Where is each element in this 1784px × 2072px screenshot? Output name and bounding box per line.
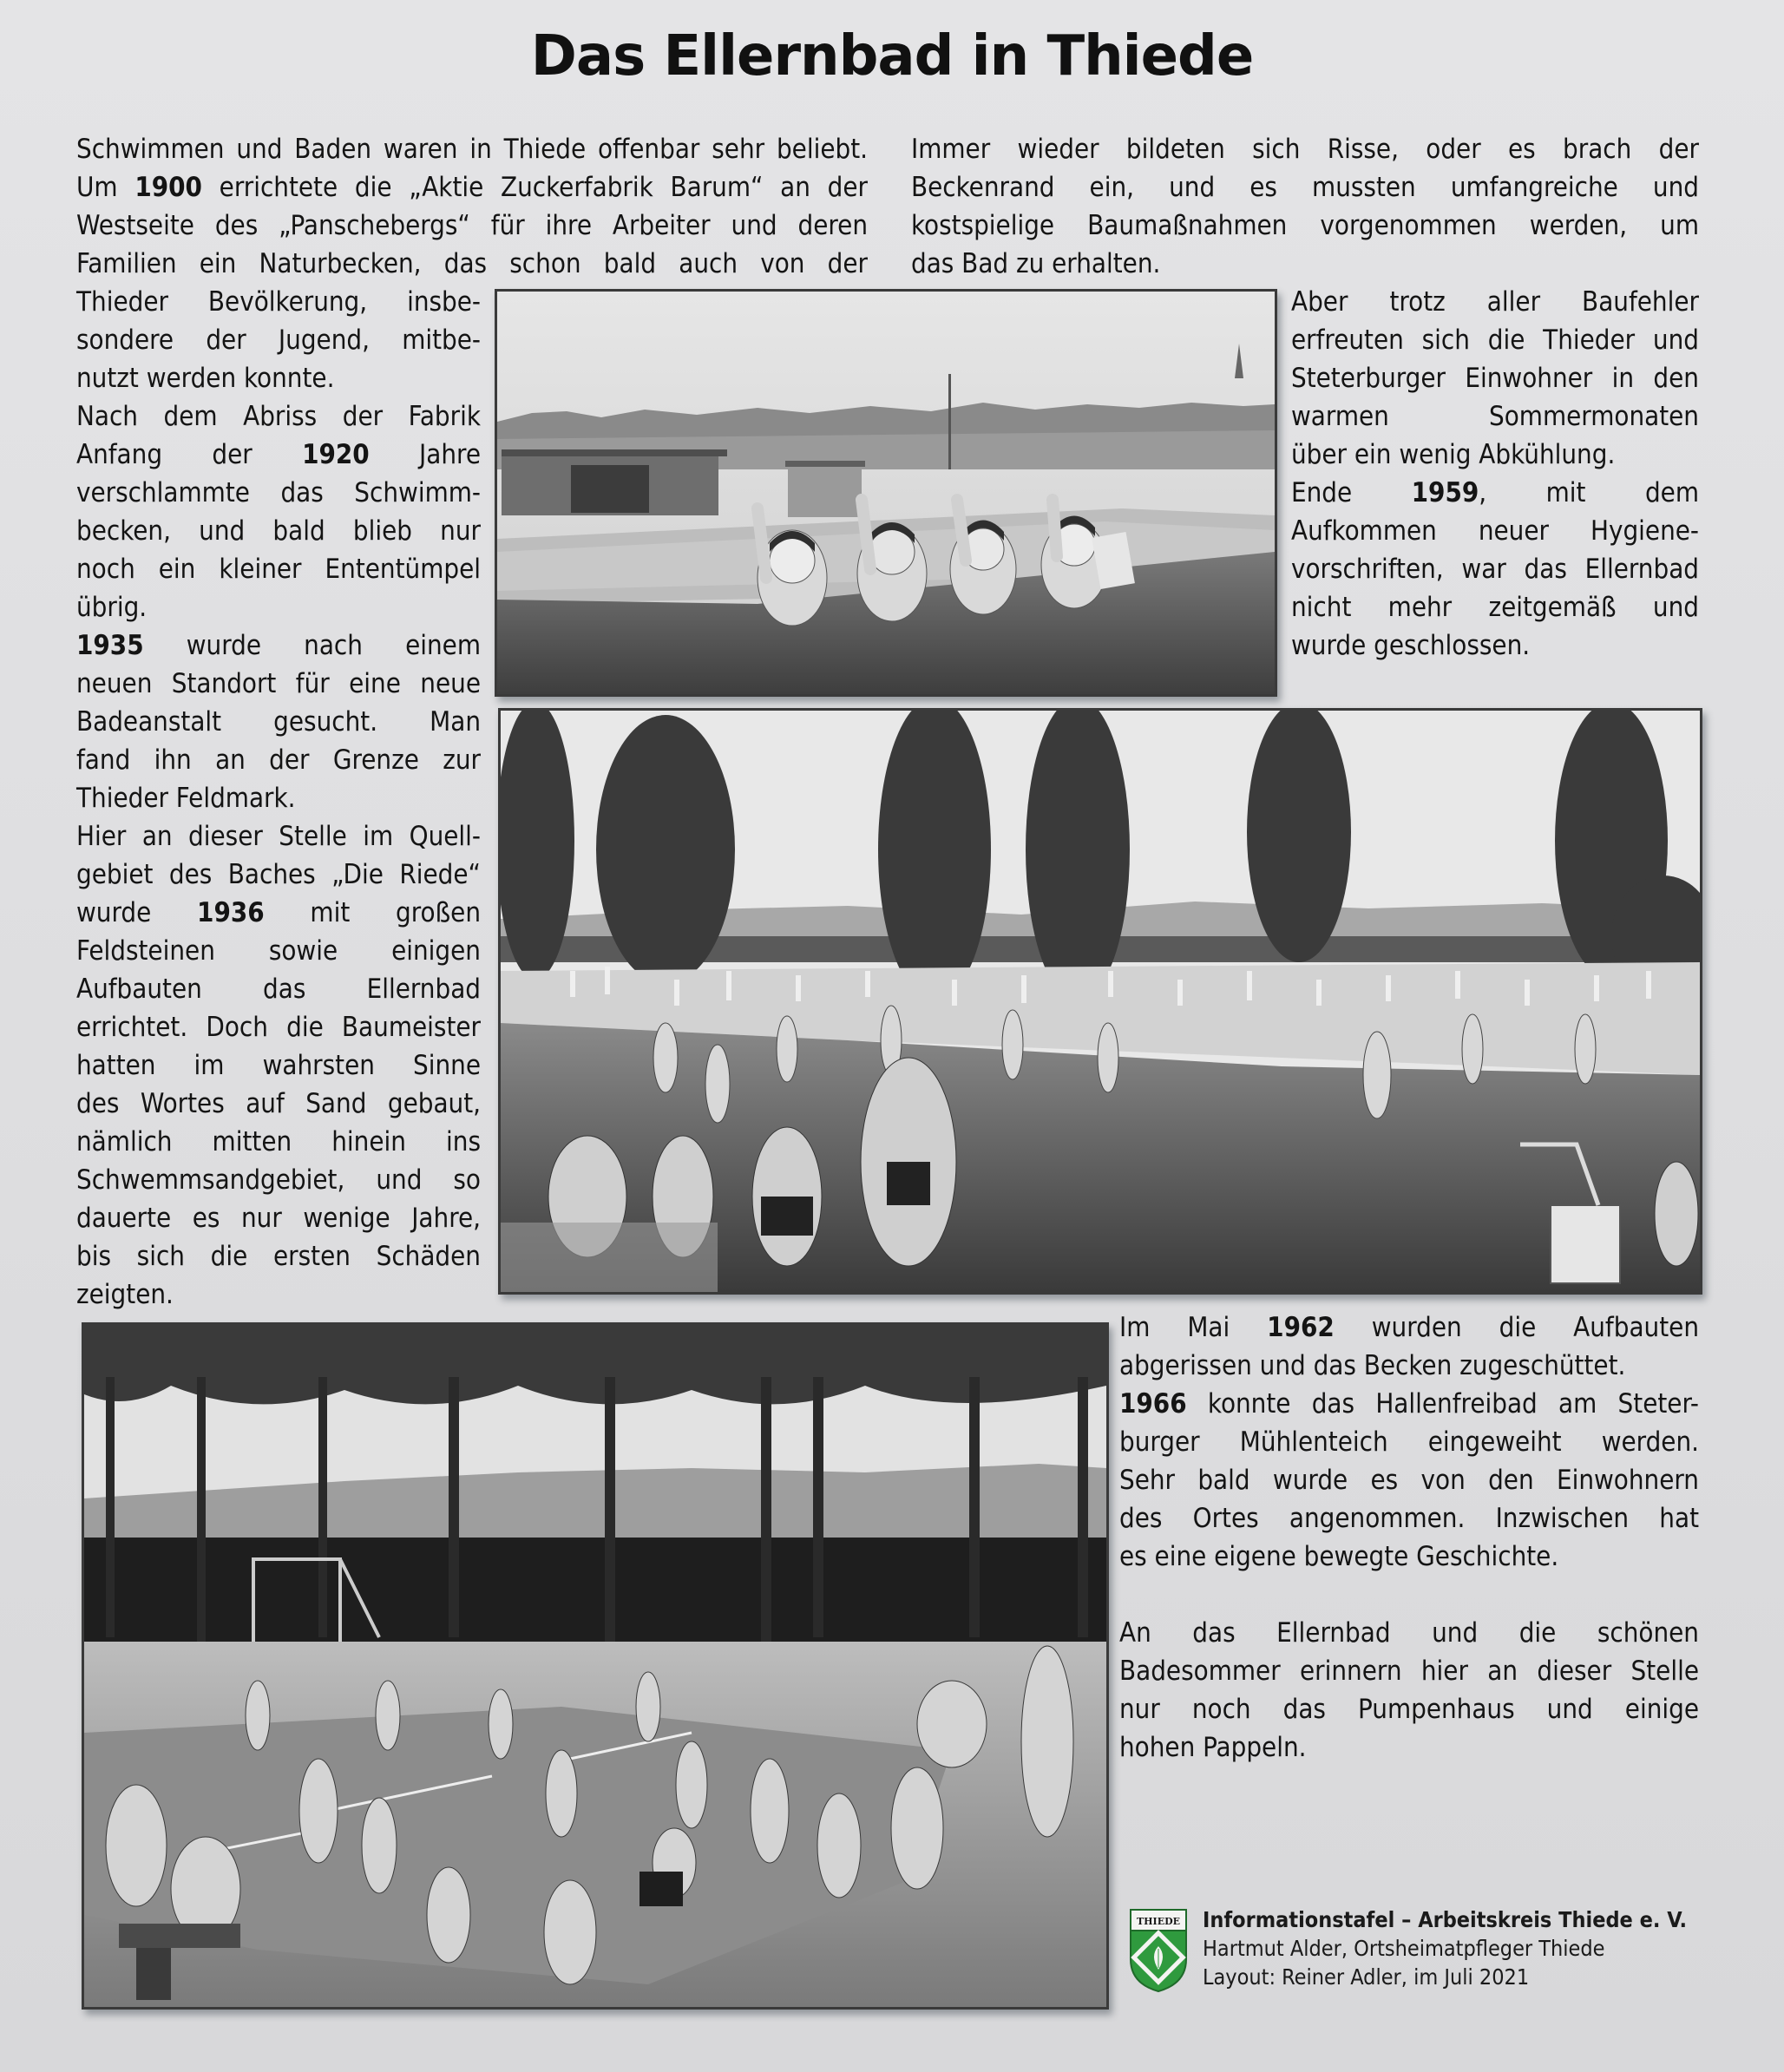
text-line <box>76 856 481 894</box>
text-line <box>1291 550 1699 588</box>
text-line <box>76 894 481 932</box>
text-line <box>76 550 481 588</box>
text-line <box>76 321 481 359</box>
text-segment: nutzt werden konnte. <box>76 363 335 394</box>
text-line <box>1119 1538 1699 1576</box>
text-segment: Anfang der <box>76 439 303 470</box>
text-segment: Steterburger Einwohner in den <box>1291 363 1699 394</box>
memorial-paragraph <box>1119 1614 1699 1767</box>
text-segment: kostspielige Baumaßnahmen vorgenommen werden, um <box>911 210 1699 241</box>
text-segment: Aufbauten das Ellernbad <box>76 974 481 1005</box>
text-line <box>76 1199 481 1237</box>
text-line <box>911 130 1699 168</box>
text-segment: gebiet des Baches „Die Riede“ <box>76 859 481 890</box>
text-line <box>1119 1614 1699 1652</box>
text-line <box>76 1046 481 1085</box>
text-line <box>76 1275 481 1314</box>
text-segment: nämlich mitten hinein ins <box>76 1126 481 1157</box>
text-segment: dauerte es nur wenige Jahre, <box>76 1203 481 1234</box>
text-line <box>1119 1423 1699 1461</box>
text-segment: errichtet. Doch die Baumeister <box>76 1012 481 1043</box>
text-segment: Familien ein Naturbecken, das schon bald auch von der <box>76 248 868 279</box>
year-highlight: 1962 <box>1267 1312 1335 1343</box>
text-segment: erfreuten sich die Thieder und <box>1291 325 1699 356</box>
text-segment: warmen Sommermonaten <box>1291 401 1699 432</box>
year-highlight: 1959 <box>1411 477 1479 508</box>
text-segment: Jahre <box>369 439 481 470</box>
text-segment: mit großen <box>264 897 481 928</box>
text-line <box>1119 1728 1699 1767</box>
text-segment: becken, und bald blieb nur <box>76 515 481 547</box>
year-highlight: 1900 <box>134 172 202 203</box>
text-line <box>76 474 481 512</box>
text-segment: über ein wenig Abkühlung. <box>1291 439 1616 470</box>
text-segment: vorschriften, war das Ellernbad <box>1291 554 1699 585</box>
text-segment: Aber trotz aller Baufehler <box>1291 286 1699 318</box>
text-segment: nicht mehr zeitgemäß und <box>1291 592 1699 623</box>
text-segment: hohen Pappeln. <box>1119 1732 1307 1763</box>
text-line <box>76 130 868 168</box>
text-segment: Schwemmsandgebiet, und so <box>76 1164 481 1196</box>
text-line <box>1119 1385 1699 1423</box>
text-line <box>76 1237 481 1275</box>
text-segment: wurde geschlossen. <box>1291 630 1531 661</box>
text-segment: errichtete die „Aktie Zuckerfabrik Barum“ an der <box>201 172 868 203</box>
text-segment: Badeanstalt gesucht. Man <box>76 706 481 738</box>
closure-paragraph <box>1291 283 1699 665</box>
text-segment: bis sich die ersten Schäden <box>76 1241 481 1272</box>
text-segment: abgerissen und das Becken zugeschüttet. <box>1119 1350 1626 1381</box>
text-segment: Thieder Bevölkerung, insbe- <box>76 286 481 318</box>
year-highlight: 1936 <box>197 897 265 928</box>
text-segment: Immer wieder bildeten sich Risse, oder es brach der <box>911 134 1699 165</box>
page-title: Das Ellernbad in Thiede <box>530 24 1254 89</box>
text-segment: des Wortes auf Sand gebaut, <box>76 1088 481 1119</box>
text-segment: nur noch das Pumpenhaus und einige <box>1119 1694 1699 1725</box>
text-line <box>1119 1690 1699 1728</box>
text-line <box>1119 1461 1699 1499</box>
text-line <box>76 359 481 397</box>
text-segment: Schwimmen und Baden waren in Thiede offenbar sehr beliebt. <box>76 134 868 165</box>
history-left-column <box>76 283 481 1314</box>
text-line <box>1291 436 1699 474</box>
text-segment: zeigten. <box>76 1279 174 1310</box>
text-line <box>76 1085 481 1123</box>
text-line <box>1291 588 1699 626</box>
text-segment: Sehr bald wurde es von den Einwohnern <box>1119 1465 1699 1496</box>
text-line <box>76 932 481 970</box>
text-line <box>76 283 481 321</box>
text-line <box>76 626 481 665</box>
photo-children-in-pool <box>82 1322 1109 2010</box>
text-line <box>76 817 481 856</box>
text-line <box>911 207 1699 245</box>
footer-line-author: Hartmut Alder, Ortsheimatpfleger Thiede <box>1203 1936 1605 1961</box>
photo-crowded-pool-meadow <box>498 708 1702 1295</box>
text-segment: konnte das Hallenfreibad am Steter- <box>1186 1388 1699 1420</box>
text-line <box>76 703 481 741</box>
text-segment: Aufkommen neuer Hygiene- <box>1291 515 1699 547</box>
text-segment: des Ortes angenommen. Inzwischen hat <box>1119 1503 1699 1534</box>
damage-paragraph <box>911 130 1699 283</box>
text-segment: burger Mühlenteich eingeweiht werden. <box>1119 1426 1699 1458</box>
text-segment: Badesommer erinnern hier an dieser Stelle <box>1119 1656 1699 1687</box>
text-line <box>1291 626 1699 665</box>
text-line <box>76 1008 481 1046</box>
thiede-coat-of-arms-icon <box>1128 1907 1189 1994</box>
text-line <box>1291 321 1699 359</box>
text-segment: Um <box>76 172 135 203</box>
text-segment: das Bad zu erhalten. <box>911 248 1161 279</box>
footer-line-layout: Layout: Reiner Adler, im Juli 2021 <box>1203 1964 1530 1990</box>
text-segment: hatten im wahrsten Sinne <box>76 1050 481 1081</box>
footer-line-organization: Informationstafel – Arbeitskreis Thiede e. V. <box>1203 1907 1687 1932</box>
text-segment: An das Ellernbad und die schönen <box>1119 1617 1699 1649</box>
text-line <box>76 779 481 817</box>
text-segment: Feldsteinen sowie einigen <box>76 935 481 967</box>
text-segment: Hier an dieser Stelle im Quell- <box>76 821 481 852</box>
text-line <box>1119 1652 1699 1690</box>
text-segment: wurde <box>76 897 198 928</box>
text-line <box>76 168 868 207</box>
text-line <box>76 436 481 474</box>
text-segment: Nach dem Abriss der Fabrik <box>76 401 481 432</box>
text-line <box>1291 359 1699 397</box>
text-segment: es eine eigene bewegte Geschichte. <box>1119 1541 1559 1572</box>
text-line <box>911 245 1699 283</box>
text-line <box>76 588 481 626</box>
photo-women-lying-on-grass <box>495 289 1277 697</box>
text-segment: Im Mai <box>1119 1312 1268 1343</box>
photo-2-image <box>501 711 1700 1292</box>
demolition-paragraph <box>1119 1308 1699 1576</box>
text-line <box>1291 397 1699 436</box>
text-segment: sondere der Jugend, mitbe- <box>76 325 481 356</box>
text-segment: wurde nach einem <box>143 630 481 661</box>
text-segment: Ende <box>1291 477 1412 508</box>
text-segment: Thieder Feldmark. <box>76 783 296 814</box>
text-segment: wurden die Aufbauten <box>1334 1312 1699 1343</box>
text-line <box>76 741 481 779</box>
year-highlight: 1935 <box>76 630 144 661</box>
text-line <box>1291 474 1699 512</box>
text-segment: verschlammte das Schwimm- <box>76 477 481 508</box>
text-line <box>76 397 481 436</box>
text-line <box>76 665 481 703</box>
svg-text:THIEDE: THIEDE <box>1136 1916 1181 1927</box>
text-line <box>76 512 481 550</box>
text-line <box>1291 283 1699 321</box>
photo-3-image <box>84 1325 1106 2007</box>
text-segment: , mit dem <box>1479 477 1699 508</box>
text-line <box>76 1161 481 1199</box>
footer-credits <box>1128 1905 1718 2001</box>
text-line <box>1291 512 1699 550</box>
intro-paragraph <box>76 130 868 283</box>
text-line <box>76 207 868 245</box>
year-highlight: 1966 <box>1119 1388 1187 1420</box>
text-line <box>911 168 1699 207</box>
text-segment: übrig. <box>76 592 148 623</box>
text-line <box>1119 1308 1699 1347</box>
text-line <box>76 1123 481 1161</box>
text-line <box>1119 1347 1699 1385</box>
text-segment: Beckenrand ein, und es mussten umfangreiche und <box>911 172 1699 203</box>
text-segment: Westseite des „Panschebergs“ für ihre Arbeiter und deren <box>76 210 868 241</box>
text-line <box>76 970 481 1008</box>
text-segment: noch ein kleiner Ententümpel <box>76 554 481 585</box>
text-segment: neuen Standort für eine neue <box>76 668 481 699</box>
text-segment: fand ihn an der Grenze zur <box>76 744 481 776</box>
text-line <box>1119 1499 1699 1538</box>
text-line <box>76 245 868 283</box>
photo-1-image <box>497 292 1275 694</box>
year-highlight: 1920 <box>302 439 370 470</box>
